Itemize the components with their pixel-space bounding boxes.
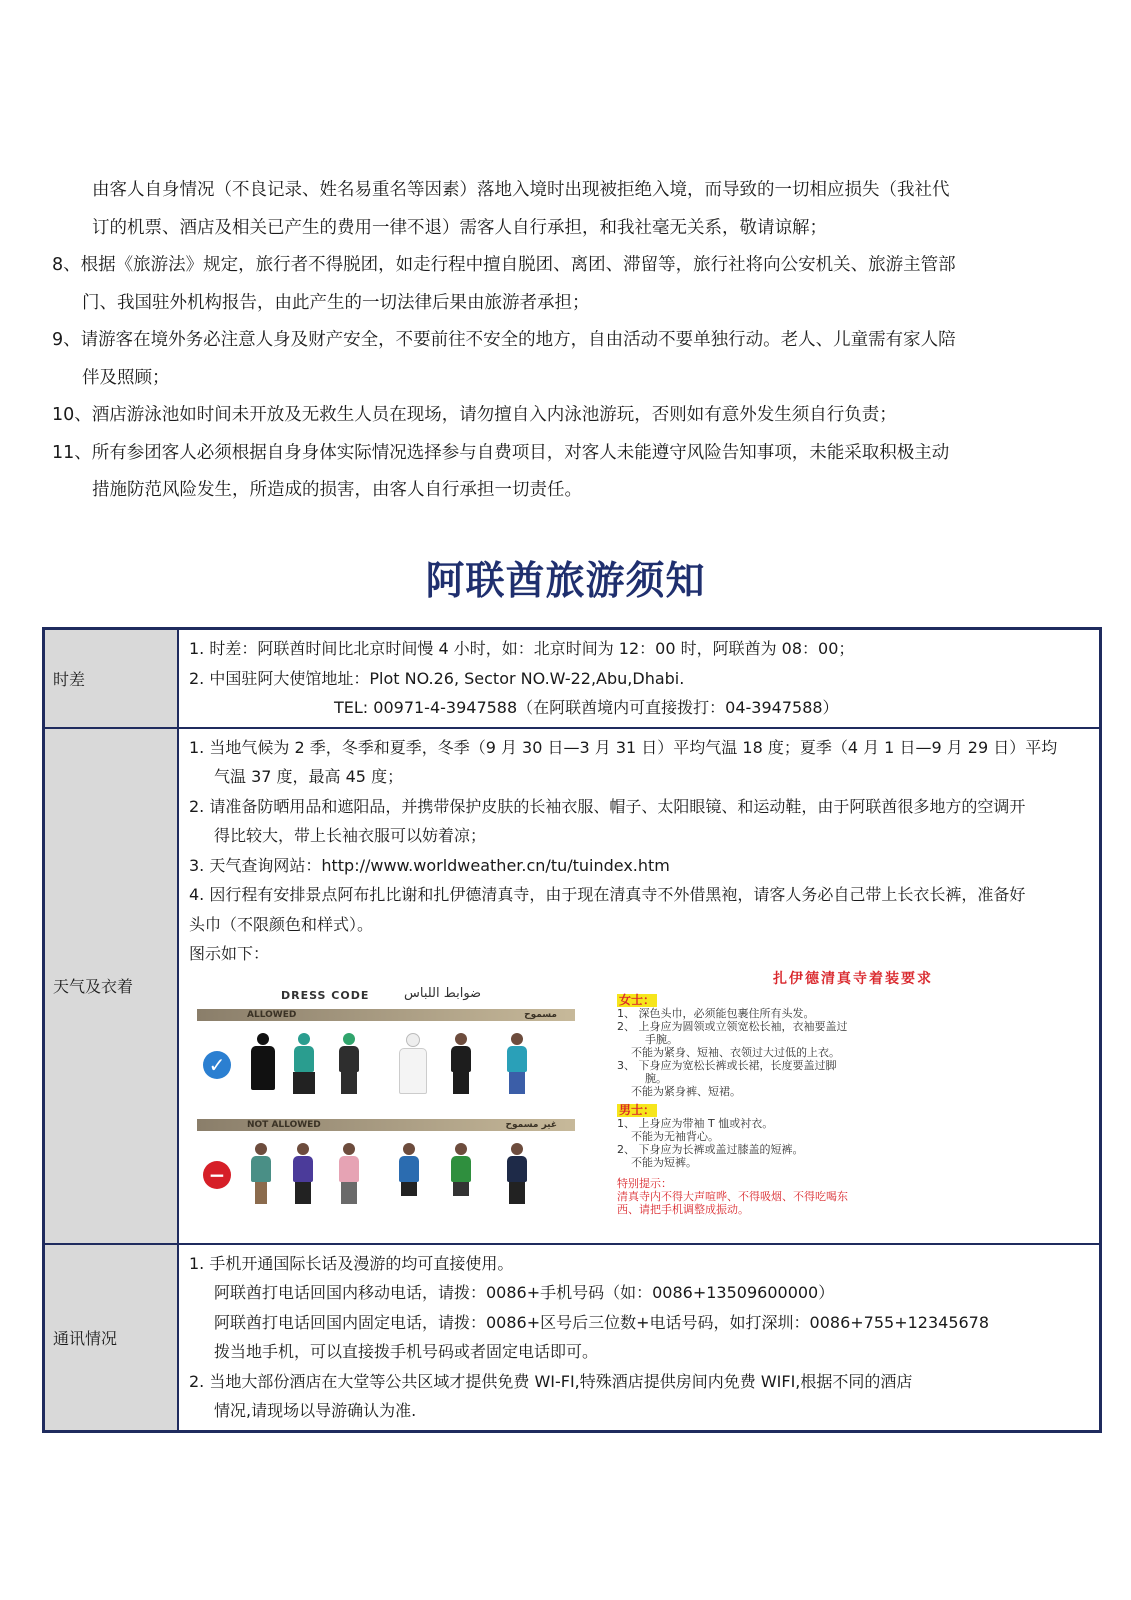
comm-local-line: 拨当地手机，可以直接拨手机号码或者固定电话即可。	[214, 1342, 599, 1361]
figure-not-allowed-5	[451, 1143, 471, 1196]
check-icon: ✓	[203, 1051, 231, 1079]
prohibited-icon: −	[203, 1161, 231, 1189]
figure-not-allowed-1	[251, 1143, 271, 1204]
clothing-line: 2. 请准备防晒用品和遮阳品，并携带保护皮肤的长袖衣服、帽子、太阳眼镜、和运动鞋，由于阿联酋很多地方的空调开	[189, 796, 1026, 816]
figure-allowed-2	[293, 1033, 315, 1094]
dress-code-figure	[189, 971, 1089, 1239]
comm-landline-line: 阿联酋打电话回国内固定电话，请拨：0086+区号后三位数+电话号码，如打深圳：0086+755+12345678	[214, 1312, 990, 1332]
page-title: 阿联酋旅游须知	[425, 559, 706, 604]
figure-not-allowed-2	[293, 1143, 313, 1204]
figure-caption: 图示如下：	[189, 944, 270, 963]
comm-mobile-line: 阿联酋打电话回国内移动电话，请拨：0086+手机号码（如：0086+13509600000）	[214, 1283, 835, 1302]
weather-site-line: 3. 天气查询网站：http://www.worldweather.cn/tu/tuindex.htm	[189, 855, 670, 875]
terms-item-10: 10、酒店游泳池如时间未开放及无救生人员在现场，请勿擅自入内泳池游玩，否则如有意外发生须自行负责；	[52, 405, 897, 425]
women-rule-2: 2、 上身应为圆领或立领宽松长袖，衣袖要盖过	[617, 1019, 848, 1033]
row-content-comm	[178, 1244, 1101, 1432]
mosque-line: 4. 因行程有安排景点阿布扎比谢和扎伊德清真寺，由于现在清真寺不外借黑袍，请客人务必自己带上长衣长裤，准备好	[189, 885, 1026, 904]
figure-not-allowed-3	[339, 1143, 359, 1204]
figure-not-allowed-6	[507, 1143, 527, 1204]
women-rule-1: 1、 深色头巾，必须能包裹住所有头发。	[617, 1006, 815, 1020]
climate-line-2: 气温 37 度，最高 45 度；	[214, 767, 404, 786]
climate-line: 1. 当地气候为 2 季，冬季和夏季，冬季（9 月 30 日—3 月 31 日）平均气温 18 度；夏季（4 月 1 日—9 月 29 日）平均	[189, 737, 1058, 757]
terms-list	[52, 172, 1072, 510]
mosque-dress-rules	[587, 971, 1089, 1239]
men-heading: 男士：	[619, 1102, 656, 1117]
row-content-weather	[178, 728, 1101, 1244]
figure-not-allowed-4	[399, 1143, 419, 1196]
terms-item-8: 8、根据《旅游法》规定，旅行者不得脱团，如走行程中擅自脱团、离团、滞留等，旅行社将向公安机关、旅游主管部 门、我国驻外机构报告，由此产生的一切法律后果由旅游者承担；	[52, 255, 956, 313]
terms-continuation: 由客人自身情况（不良记录、姓名易重名等因素）落地入境时出现被拒绝入境，而导致的一切相应损失（我社代 订的机票、酒店及相关已产生的费用一律不退）需客人自行承担，和我社毫无关系，敬请谅解；	[92, 180, 950, 238]
table-row-comm	[44, 1244, 1101, 1432]
comm-wifi-line-2: 情况,请现场以导游确认为准.	[214, 1401, 417, 1420]
terms-item-9: 9、请游客在境外务必注意人身及财产安全，不要前往不安全的地方，自由活动不要单独行动。老人、儿童需有家人陪 伴及照顾；	[52, 330, 956, 388]
figure-allowed-5	[451, 1033, 471, 1094]
women-rule-2c: 不能为紧身、短袖、衣领过大过低的上衣。	[631, 1045, 840, 1059]
row-label-weather: 天气及衣着	[44, 728, 179, 1244]
allowed-band: ALLOWED مسموح	[197, 1009, 575, 1021]
figure-allowed-6	[507, 1033, 527, 1094]
women-rule-2b: 手腕。	[645, 1032, 678, 1046]
figure-allowed-3	[339, 1033, 359, 1094]
men-rule-2: 2、 下身应为长裤或盖过膝盖的短裤。	[617, 1142, 804, 1156]
figure-allowed-1	[251, 1033, 275, 1090]
men-rule-1b: 不能为无袖背心。	[631, 1129, 719, 1143]
time-line: 1. 时差：阿联酋时间比北京时间慢 4 小时，如：北京时间为 12：00 时，阿联酋为 08：00；	[189, 639, 855, 658]
embassy-tel: TEL: 00971-4-3947588（在阿联酋境内可直接拨打：04-3947588）	[334, 698, 839, 717]
table-row-time	[44, 629, 1101, 728]
women-rule-3c: 不能为紧身裤、短裙。	[631, 1084, 741, 1098]
tip-line-1: 清真寺内不得大声喧哗、不得吸烟、不得吃喝东	[617, 1189, 848, 1203]
embassy-address: 2. 中国驻阿大使馆地址：Plot NO.26, Sector NO.W-22,Abu,Dhabi.	[189, 668, 685, 688]
clothing-line-2: 得比较大，带上长袖衣服可以妨着凉；	[214, 826, 487, 845]
tip-title: 特别提示：	[617, 1176, 672, 1190]
rules-title: 扎伊德清真寺着装要求	[773, 970, 933, 987]
men-rule-2b: 不能为短裤。	[631, 1155, 697, 1169]
tip-line-2: 西、请把手机调整成振动。	[617, 1202, 749, 1216]
not-allowed-band: NOT ALLOWED غير مسموح	[197, 1119, 575, 1131]
dress-code-label: DRESS CODE	[281, 988, 370, 1002]
women-heading: 女士：	[619, 992, 656, 1007]
info-table	[42, 627, 1102, 1433]
mosque-line-2: 头巾（不限颜色和样式）。	[189, 914, 374, 934]
row-label-time: 时差	[44, 629, 179, 728]
row-content-time	[178, 629, 1101, 728]
dress-code-arabic: ضوابط اللباس	[404, 985, 482, 1001]
comm-wifi-line: 2. 当地大部份酒店在大堂等公共区域才提供免费 WI-FI,特殊酒店提供房间内免费 WIFI,根据不同的酒店	[189, 1371, 913, 1391]
row-label-comm: 通讯情况	[44, 1244, 179, 1432]
table-row-weather	[44, 728, 1101, 1244]
comm-line-1: 1. 手机开通国际长话及漫游的均可直接使用。	[189, 1253, 514, 1273]
women-rule-3b: 腕。	[645, 1071, 667, 1085]
dress-code-image	[189, 971, 587, 1239]
women-rule-3: 3、 下身应为宽松长裤或长裙，长度要盖过脚	[617, 1058, 837, 1072]
men-rule-1: 1、 上身应为带袖 T 恤或衬衣。	[617, 1116, 774, 1130]
terms-item-11: 11、所有参团客人必须根据自身身体实际情况选择参与自费项目，对客人未能遵守风险告知事项，未能采取积极主动 措施防范风险发生，所造成的损害，由客人自行承担一切责任。	[52, 442, 950, 500]
figure-allowed-4	[399, 1033, 427, 1094]
